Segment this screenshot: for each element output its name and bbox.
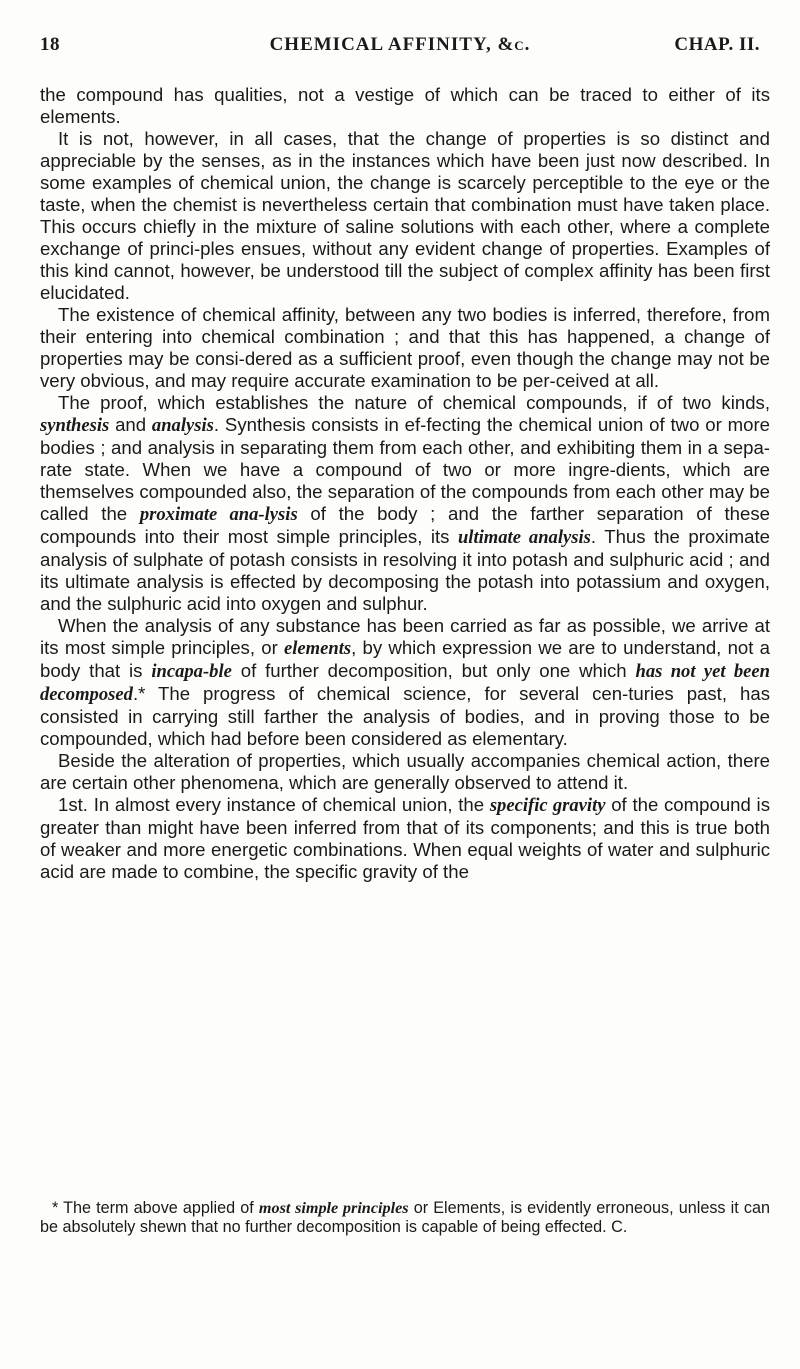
italic-term: ultimate analysis [457,527,591,548]
italic-term: synthesis [40,415,110,436]
text-run: .* The progress of chemical science, for several cen-turies past, has consisted in carrying still farther the analysis of bodies, and in proving those to be compounded, which had before been considered as elementary. [40,683,770,749]
text-run: Beside the alteration of properties, which usually accompanies chemical action, there are certain other phenomena, which are generally observed to attend it. [40,750,770,793]
text-run: It is not, however, in all cases, that the change of properties is so distinct and appreciable by the senses, as in the instances which have been just now described. In some examples of chemical union, the change is scarcely perceptible to the eye or the taste, when the chemist is nevertheless certain that combination must have taken place. This occurs chiefly in the mixture of saline solutions with each other, where a complete exchange of princi-ples ensues, without any evident change of properties. Examples of this kind cannot, however, be understood till the subject of complex affinity has been first elucidated. [40,128,770,303]
italic-term: analysis [151,415,214,436]
body-text [40,84,770,883]
text-run: of the compound is greater than might have been inferred from that of its components; and this is true both of weaker and more energetic combinations. When equal weights of water and sulphuric acid are made to combine, the specific gravity of the [40,794,770,882]
text-run: , by which expression we are to understand, not a body that is [40,637,770,681]
italic-term: elements [284,638,352,659]
text-run: When the analysis of any substance has been carried as far as possible, we arrive at its most simple principles, or [40,615,770,658]
paragraph [40,392,770,615]
text-run: of further decomposition, but only one which [231,660,636,681]
paragraph [40,304,770,392]
text-run: 1st. In almost every instance of chemical union, the [58,794,490,815]
text-run: . Thus the proximate analysis of sulphate of potash consists in resolving it into potash and sulphuric acid ; and its ultimate analysis is effected by decomposing the potash into potassium and oxygen, and the sulphuric acid into oxygen and sulphur. [40,526,770,614]
italic-term: specific gravity [489,795,606,816]
text-run: or Elements, is evidently erroneous, unless it can be absolutely shewn that no further decomposition is capable of being effected. C. [40,1199,770,1236]
text-run: and [109,414,152,435]
running-title: CHEMICAL AFFINITY, &c. [269,34,531,55]
text-run: . Synthesis consists in ef-fecting the chemical union of two or more bodies ; and analysis in separating them from each other, and exhibiting them in a sepa-rate state. When we have a compound of two or more ingre-dients, which are themselves compounded also, the separation of the compounds from each other may be called the [40,414,770,524]
italic-term: most simple principles [258,1199,409,1217]
text-run: of the body ; and the farther separation of these compounds into their most simple principles, its [40,503,770,547]
chapter-label: CHAP. II. [674,34,760,55]
page-number: 18 [40,34,60,55]
paragraph [40,128,770,304]
text-run: the compound has qualities, not a vestige of which can be traced to either of its elements. [40,84,770,127]
text-run: The existence of chemical affinity, between any two bodies is inferred, therefore, from their entering into chemical combination ; and that this has happened, a change of properties may be consi-dered as a sufficient proof, even though the change may not be very obvious, and may require accurate examination to be per-ceived at all. [40,304,770,391]
italic-term: proximate ana-lysis [139,504,298,525]
footnote [40,1199,770,1237]
paragraph [40,84,770,128]
text-run: The proof, which establishes the nature of chemical compounds, if of two kinds, [58,392,770,413]
italic-term: has not yet been decomposed [40,661,770,705]
paragraph [40,750,770,794]
paragraph [40,615,770,750]
paragraph [40,794,770,883]
page-header [40,34,760,74]
text-run: * The term above applied of [52,1199,259,1217]
italic-term: incapa-ble [151,661,232,682]
